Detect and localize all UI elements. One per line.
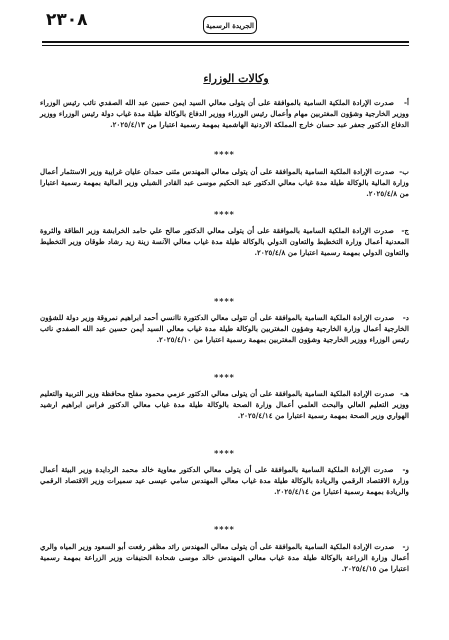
decree-c: [40, 226, 409, 258]
decree-letter: و-: [402, 465, 409, 474]
decree-g: [40, 542, 409, 574]
decree-letter: ج-: [401, 226, 409, 235]
decree-b: [40, 167, 409, 199]
decree-text: صدرت الإرادة الملكية السامية بالموافقة على أن تتولى معالي الدكتورة ناانسي أحمد ابراهيم نمروقة وزير دولة للشؤون الخارجية أعمال وزارة الخارجية وشؤون المغتربين بالوكالة طيلة مدة غياب معالي السيد أيمن حسين عبد الله الصفدي نائب رئيس الوزراء ووزير الخارجية وشؤون المغتربين بمهمة رسمية اعتبارا من ٢٠٢٥/٤/١٠.: [40, 313, 409, 344]
separator: ****: [214, 524, 235, 534]
separator: ****: [214, 448, 235, 458]
decree-e: [40, 389, 409, 421]
separator: ****: [214, 296, 235, 306]
decree-f: [40, 465, 409, 497]
gazette-name-badge: الجريدة الرسمية: [203, 16, 257, 34]
decree-letter: هـ-: [400, 389, 409, 398]
decree-d: [40, 313, 409, 345]
decree-text: صدرت الإرادة الملكية السامية بالموافقة على أن يتولى معالي الدكتور صالح علي حامد الخرابشة وزير الطاقة والثروة المعدنية أعمال وزارة التخطيط والتعاون الدولي بالوكالة طيلة مدة غياب معالي الآنسة زينة زيد رشاد طوقان وزير التخطيط والتعاون الدولي بمهمة رسمية اعتبارا من ٢٠٢٥/٤/٨.: [40, 226, 409, 257]
decree-text: صدرت الإرادة الملكية السامية بالموافقة على أن يتولى معالي الدكتور معاوية خالد محمد الردايدة وزير البيئة أعمال وزارة الاقتصاد الرقمي والريادة بالوكالة طيلة مدة غياب معالي المهندس سامي عيسى عيد سميرات وزير الاقتصاد الرقمي والريادة بمهمة رسمية اعتبارا من ٢٠٢٥/٤/١٤.: [40, 465, 409, 496]
decree-letter: د-: [402, 313, 409, 322]
decree-text: صدرت الإرادة الملكية السامية بالموافقة على أن يتولى معالي المهندس رائد مظفر رفعت أبو السعود وزير المياه والري أعمال وزارة الزراعة بالوكالة طيلة مدة غياب معالي المهندس خالد موسى شحادة الحنيفات وزير الزراعة بمهمة رسمية اعتبارا من ٢٠٢٥/٤/١٥.: [40, 542, 409, 573]
separator: ****: [214, 372, 235, 382]
section-title: وكالات الوزراء: [203, 72, 269, 85]
decree-text: صدرت الإرادة الملكية السامية بالموافقة على أن يتولى معالي المهندس مثنى حمدان عليان غرايبة وزير الاستثمار أعمال وزارة المالية بالوكالة طيلة مدة غياب معالي الدكتور عبد الحكيم موسى عبد القادر الشبلي وزير المالية بمهمة رسمية اعتبارا من ٢٠٢٥/٤/٨.: [40, 167, 409, 198]
separator: ****: [214, 209, 235, 219]
separator: ****: [214, 149, 235, 159]
page-number: ٢٣٠٨: [46, 10, 88, 30]
decree-a: [40, 98, 409, 130]
page-header: [0, 0, 449, 46]
header-rule: [42, 41, 409, 46]
decree-text: صدرت الإرادة الملكية السامية بالموافقة على أن يتولى معالي الدكتور عزمي محمود مفلح محافظة وزير التربية والتعليم ووزير التعليم العالي والبحث العلمي أعمال وزارة الصحة بالوكالة طيلة مدة غياب معالي الدكتور فراس ابراهيم ارشيد الهواري وزير الصحة بمهمة رسمية اعتبارا من ٢٠٢٥/٤/١٤.: [40, 389, 409, 420]
decree-text: صدرت الإرادة الملكية السامية بالموافقة على أن يتولى معالي السيد ايمن حسين عبد الله الصفدي نائب رئيس الوزراء ووزير الخارجية وشؤون المغتربين مهام وأعمال رئيس الوزراء ووزير الدفاع بالوكالة طيلة مدة غياب دولة رئيس الوزراء ووزير الدفاع الدكتور جعفر عبد حسان خارج المملكة الاردنية الهاشمية بمهمة رسمية اعتبارا من ٢٠٢٥/٤/١٣.: [40, 98, 409, 129]
decree-letter: ز-: [402, 542, 409, 551]
decree-letter: ب-: [399, 167, 409, 176]
decree-letter: أ-: [404, 98, 409, 107]
